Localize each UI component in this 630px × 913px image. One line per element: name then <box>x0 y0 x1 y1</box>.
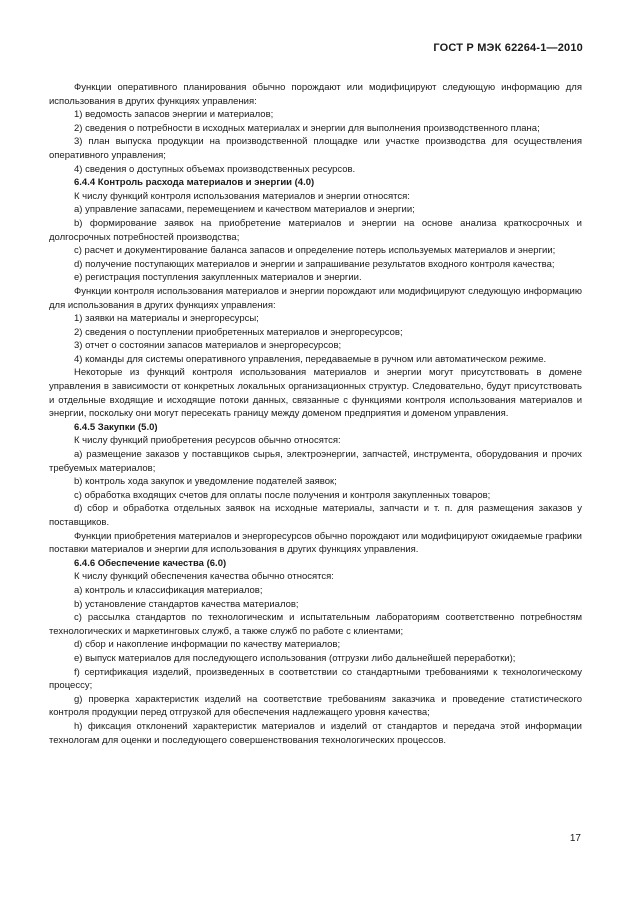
paragraph: К числу функций обеспечения качества обычно относятся: <box>74 571 334 583</box>
paragraph: 3) план выпуска продукции на производственной площадке или участке производства для осуществления оперативного управления; <box>49 136 582 161</box>
paragraph: f) сертификация изделий, произведенных в соответствии со стандартными требованиями к технологическому процессу; <box>49 666 582 692</box>
paragraph: 3) отчет о состоянии запасов материалов и энергоресурсов; <box>74 340 342 352</box>
paragraph: К числу функций приобретения ресурсов обычно относятся: <box>74 435 341 447</box>
paragraph: 1) ведомость запасов энергии и материалов; <box>74 109 274 121</box>
section-heading: 6.4.6 Обеспечение качества (6.0) <box>74 557 227 569</box>
paragraph: b) контроль хода закупок и уведомление подателей заявок; <box>74 476 337 488</box>
paragraph: c) расчет и документирование баланса запасов и определение потерь используемых материалов и энергии; <box>74 245 556 257</box>
paragraph: d) сбор и обработка отдельных заявок на исходные материалы, запчасти и т. п. для размещения заказов у поставщиков. <box>49 503 582 528</box>
paragraph: a) размещение заказов у поставщиков сырья, электроэнергии, запчастей, инструмента, оборудования и прочих требуемых материалов; <box>49 449 582 474</box>
paragraph: Некоторые из функций контроля использования материалов и энергии могут присутствовать в домене управления в зависимости от конкретных локальных организационных структур. Следовательно, будут присутствовать и отдельные входящие и исходящие потоки данных, связанные с функциями контроля использования материалов и энергии, поскольку они могут пересекать границу между доменом предприятия и доменом управления. <box>49 367 582 420</box>
document-body <box>49 81 582 747</box>
paragraph: К числу функций контроля использования материалов и энергии относятся: <box>74 190 410 202</box>
paragraph: e) регистрация поступления закупленных материалов и энергии. <box>74 272 362 284</box>
paragraph: Функции оперативного планирования обычно порождают или модифицируют следующую информацию для использования в других функциях управления: <box>49 82 582 107</box>
paragraph: 4) сведения о доступных объемах производственных ресурсов. <box>74 163 356 175</box>
paragraph: 4) команды для системы оперативного управления, передаваемые в ручном или автоматическом режиме. <box>74 353 547 365</box>
paragraph: g) проверка характеристик изделий на соответствие требованиям заказчика и проведение статистического контроля продукции перед отгрузкой для обеспечения надлежащего уровня качества; <box>49 693 582 719</box>
paragraph: c) рассылка стандартов по технологическим и испытательным лабораториям соответственно потребностям технологических и маркетинговых служб, а также служб по работе с клиентами; <box>49 612 582 637</box>
page-number: 17 <box>569 833 581 844</box>
paragraph: 1) заявки на материалы и энергоресурсы; <box>74 313 259 325</box>
paragraph: b) установление стандартов качества материалов; <box>74 598 299 610</box>
paragraph: d) сбор и накопление информации по качеству материалов; <box>74 639 341 651</box>
paragraph: 2) сведения о поступлении приобретенных материалов и энергоресурсов; <box>74 326 403 338</box>
paragraph: a) контроль и классификация материалов; <box>74 584 263 596</box>
paragraph: b) формирование заявок на приобретение материалов и энергии на основе анализа краткосрочных и долгосрочных потребностей производства; <box>49 217 582 243</box>
document-id-header: ГОСТ Р МЭК 62264-1—2010 <box>433 42 583 54</box>
paragraph: h) фиксация отклонений характеристик материалов и изделий от стандартов и передача этой информации технологам для оценки и последующего совершенствования технологических процессов. <box>49 720 582 746</box>
paragraph: c) обработка входящих счетов для оплаты после получения и контроля закупленных товаров; <box>74 489 491 501</box>
paragraph: d) получение поступающих материалов и энергии и запрашивание результатов входного контроля качества; <box>74 258 555 270</box>
paragraph: e) выпуск материалов для последующего использования (отгрузки либо дальнейшей переработки); <box>74 652 516 664</box>
paragraph: a) управление запасами, перемещением и качеством материалов и энергии; <box>74 204 415 216</box>
paragraph: Функции приобретения материалов и энергоресурсов обычно порождают или модифицируют ожидаемые графики поставки материалов и энергии для использования в других функциях управления. <box>49 530 582 556</box>
paragraph: 2) сведения о потребности в исходных материалах и энергии для выполнения производственного плана; <box>74 122 540 134</box>
section-heading: 6.4.4 Контроль расхода материалов и энергии (4.0) <box>74 177 315 189</box>
paragraph: Функции контроля использования материалов и энергии порождают или модифицируют следующую информацию для использования в других функциях управления: <box>49 285 582 311</box>
section-heading: 6.4.5 Закупки (5.0) <box>74 421 158 433</box>
